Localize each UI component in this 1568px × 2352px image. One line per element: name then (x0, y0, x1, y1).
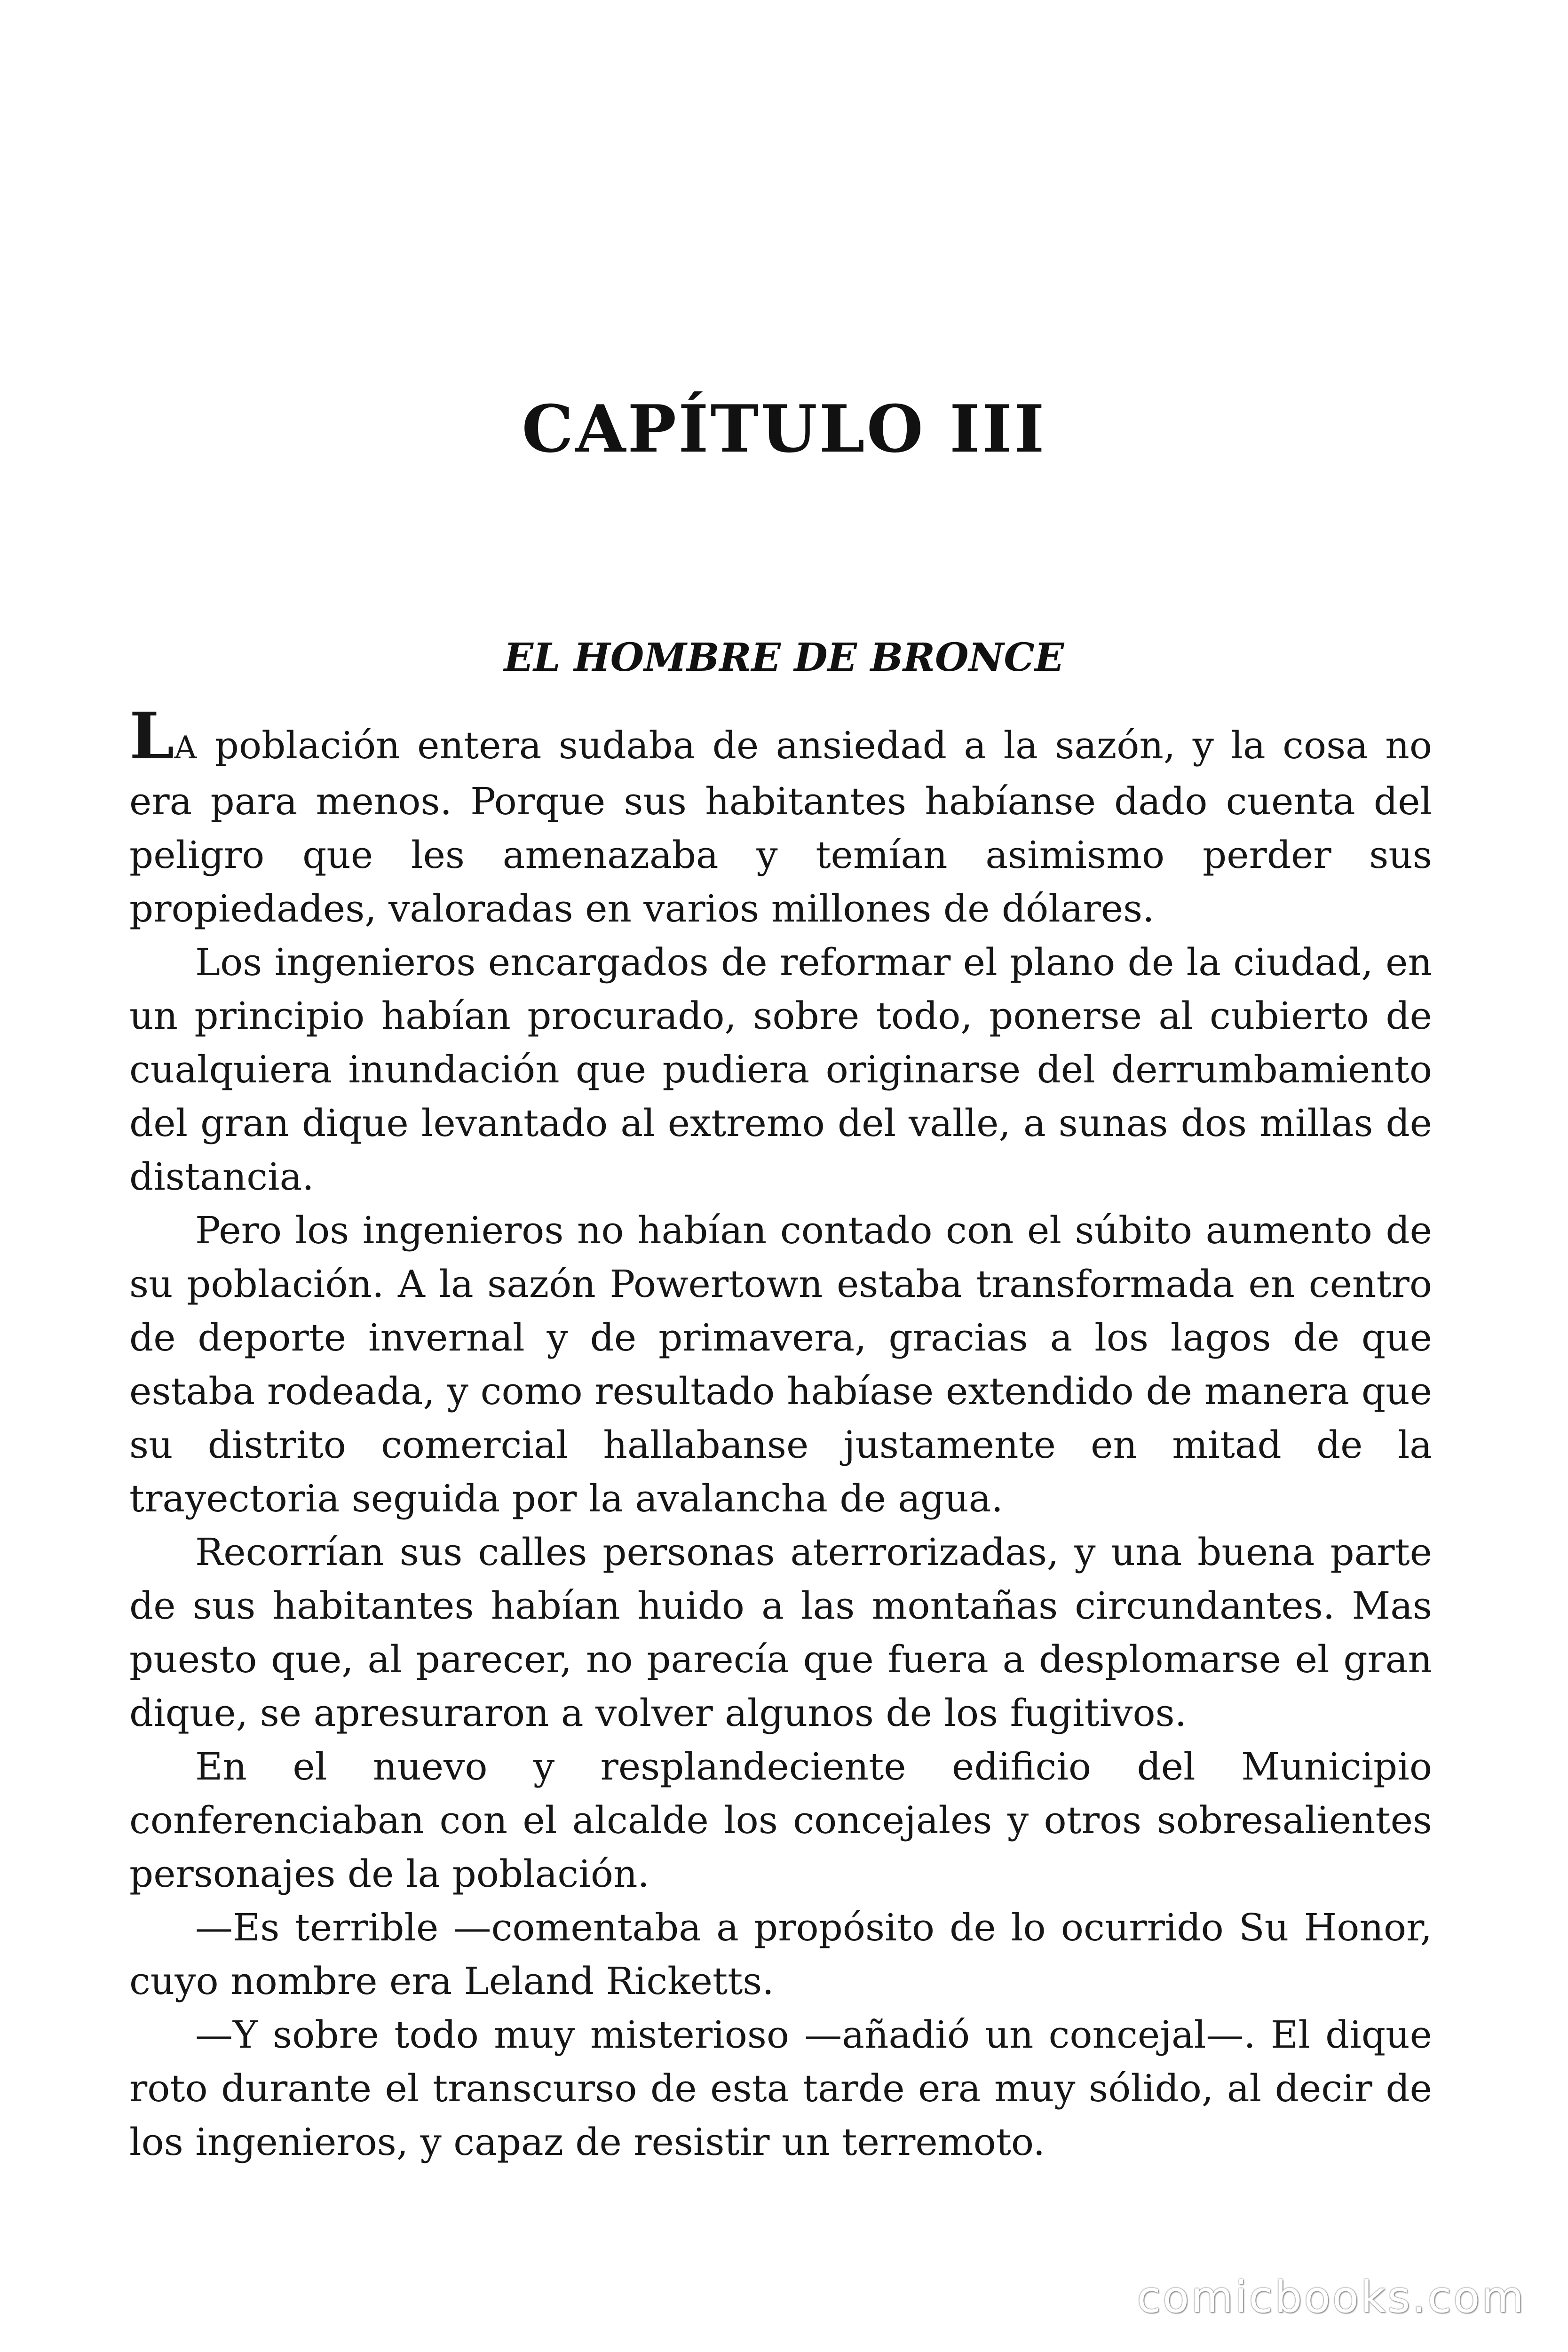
paragraph-3: Pero los ingenieros no habían contado con el súbito aumento de su población. A la sazón Powertown estaba transformada en centro de deporte invernal y de primavera, gracias a los lagos de que estaba rodeada, y como resultado habíase extendido de manera que su distrito comercial hallabanse justamente en mitad de la trayectoria seguida por la avalancha de agua. (129, 1208, 1432, 1520)
watermark: comicbooks.com (1137, 2272, 1526, 2322)
small-cap: A (174, 730, 198, 766)
paragraph-1 (129, 699, 1432, 936)
paragraph-5: En el nuevo y resplandeciente edificio del Municipio conferenciaban con el alcalde los concejales y otros sobresalientes personajes de la población. (129, 1745, 1432, 1896)
paragraph-7: —Y sobre todo muy misterioso —añadió un concejal—. El dique roto durante el transcurso de esta tarde era muy sólido, al decir de los ingenieros, y capaz de resistir un terremoto. (129, 2013, 1432, 2164)
chapter-body (129, 699, 1432, 2169)
chapter-title: CAPÍTULO III (522, 390, 1046, 467)
paragraph-2: Los ingenieros encargados de reformar el plano de la ciudad, en un principio habían procurado, sobre todo, ponerse al cubierto de cualquiera inundación que pudiera originarse del derrumbamiento del gran dique levantado al extremo del valle, a sunas dos millas de distancia. (129, 940, 1432, 1199)
chapter-subtitle: EL HOMBRE DE BRONCE (504, 635, 1064, 680)
drop-cap: L (129, 699, 174, 774)
paragraph-1-text: población entera sudaba de ansiedad a la sazón, y la cosa no era para menos. Porque sus habitantes habíanse dado cuenta del peligro que les amenazaba y temían asimismo perder sus propiedades, valoradas en varios millones de dólares. (129, 723, 1432, 930)
paragraph-6: —Es terrible —comentaba a propósito de lo ocurrido Su Honor, cuyo nombre era Leland Ricketts. (129, 1906, 1432, 2003)
paragraph-4: Recorrían sus calles personas aterrorizadas, y una buena parte de sus habitantes habían huido a las montañas circundantes. Mas puesto que, al parecer, no parecía que fuera a desplomarse el gran dique, se apresuraron a volver algunos de los fugitivos. (129, 1530, 1432, 1735)
